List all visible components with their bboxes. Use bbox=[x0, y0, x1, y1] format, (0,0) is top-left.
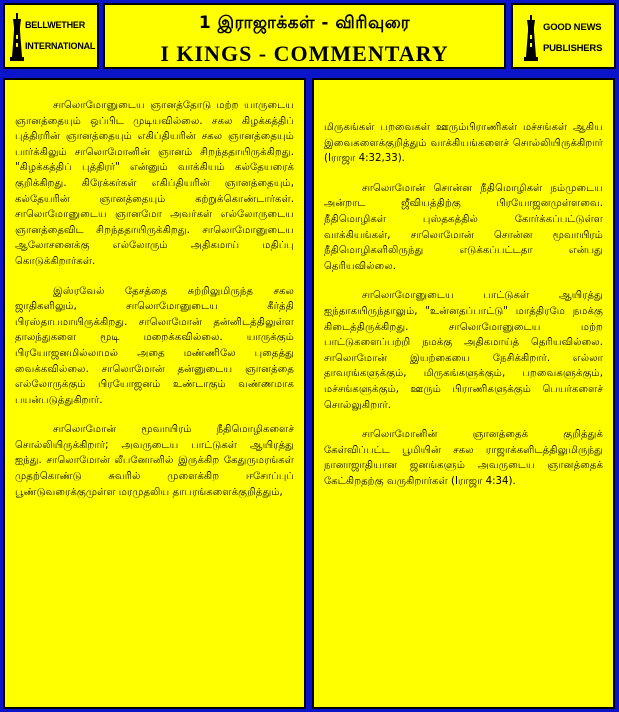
publisher-name-left: BELLWETHER INTERNATIONAL bbox=[25, 20, 96, 51]
paragraph: சாலொமோனுடைய ஞானத்தோடு மற்ற யாருடைய ஞானத்தையும் ஒப்பிட முடியவில்லை. சகல கிழக்கத்திப் புத்திரரின் ஞானத்தையும் எகிப்தியரின் சகல ஞானத்தையும் பார்க்கிலும் சாலொமோனின் ஞானம் சிறந்ததாயிருக்கிறது. "கிழக்கத்திப் புத்திரர்" என்னும் வாக்கியம் கல்தேயரைக் குறிக்கிறது. கிரேக்கர்கள் எகிப்தியரின் ஞானத்தையும், கல்தேயரின் ஞானத்தையும் கற்றுக்கொண்டார்கள். சாலொமோனுடைய ஞானமோ அவர்கள் எல்லோருடைய ஞானத்தைவிட சிறந்ததாயிருக்கிறது. சாலொமோனுடைய ஆலோசனைக்கு எல்லோரும் அதிகமாய் மதிப்பு கொடுக்கிறார்கள். bbox=[15, 100, 294, 267]
title-english: I KINGS - COMMENTARY bbox=[160, 41, 449, 66]
publisher-logo-right bbox=[511, 3, 616, 69]
tower-icon bbox=[10, 13, 24, 61]
paragraph: மிருகங்கள் பறவைகள் ஊரும்பிராணிகள் மச்சங்கள் ஆகிய இவைகளைக்குறித்தும் வாக்கியங்களைச் சொல்லியிருக்கிறார் (Iராஜா 4:32,33). bbox=[324, 122, 603, 165]
paragraph: சாலொமோனுடைய பாட்டுகள் ஆயிரத்து ஐந்தாகயிருந்தாலும், "உன்னதப்பாட்டு" மாத்திரமே நமக்கு கிடைத்திருக்கிறது. சாலொமோனுடைய மற்ற பாட்டுகளைப்பற்றி நமக்கு அதிகமாய்த் தெரியவில்லை. சாலொமோன் இயற்கையை நேசிக்கிறார். எல்லா தாவரங்களுக்கும், மிருகங்களுக்கும், பறவைகளுக்கும், மச்சங்களுக்கும், ஊரும் பிராணிகளுக்கும் பெயர்களைச் சொல்லுகிறார். bbox=[324, 290, 603, 411]
paragraph: இஸ்ரவேல் தேசத்தை சுற்றிலுமிருந்த சகல ஜாதிகளிலும், சாலொமோனுடைய கீர்த்தி பிரஸ்தாபமாயிருக்கிறது. சாலொமோன் தன்னிடத்திலுள்ள தாலந்துகளை மூடி மறைக்கவில்லை. யாருக்கும் பிரயோஜனமில்லாமல் அதை மண்ணிலே புதைத்து வைக்கவில்லை. சாலொமோன் தன்னுடைய ஞானத்தை எல்லோருக்கும் பிரயோஜனம் உண்டாகும் வண்ணமாக பயன்படுத்துகிறார். bbox=[15, 285, 294, 406]
publisher-name-right: GOOD NEWS PUBLISHERS bbox=[543, 22, 603, 54]
page-header bbox=[103, 3, 506, 69]
publisher-logo-left bbox=[3, 3, 99, 69]
title-tamil: 1 இராஜாக்கள் - விரிவுரை bbox=[198, 13, 411, 33]
paragraph: சாலொமோனின் ஞானத்தைக் குறித்துக் கேள்விப்பட்ட பூமியின் சகல ராஜாக்களிடத்திலுமிருந்து நானாஜாதியான ஜனங்களும் அவருடைய ஞானத்தைக் கேட்கிறதற்கு வருகிறார்கள் (Iராஜா 4:34). bbox=[324, 429, 603, 487]
commentary-column-right bbox=[312, 78, 615, 709]
paragraph: சாலொமோன் மூவாயிரம் நீதிமொழிகளைச் சொல்லியிருக்கிறார்; அவருடைய பாட்டுகள் ஆயிரத்து ஐந்து. சாலொமோன் லீபனோனில் இருக்கிற கேதுருமரங்கள் முதற்கொண்டு சுவரில் முளைக்கிற ஈசோப்புப் பூண்டுவரைக்குமுள்ள மரமுதலிய தாபரங்களைக்குறித்தும், bbox=[15, 424, 294, 498]
tower-icon bbox=[523, 15, 539, 61]
commentary-column-left bbox=[3, 78, 306, 709]
paragraph: சாலொமோன் சொன்ன நீதிமொழிகள் நம்முடைய அன்றாட ஜீவியத்திற்கு பிரயோஜனமுள்ளவை. நீதிமொழிகள் புஸ்தகத்தில் கோர்க்கப்பட்டுள்ள வாக்கியங்கள், சாலொமோன் சொன்ன மூவாயிரம் நீதிமொழிகளிலிருந்து எடுக்கப்பட்டதா என்பது தெரியவில்லை. bbox=[324, 182, 603, 272]
